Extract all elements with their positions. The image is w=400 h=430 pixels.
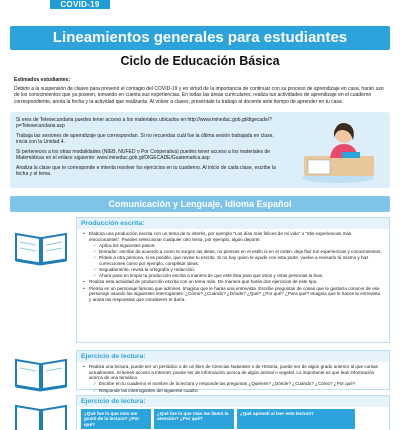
list-item: ✓ Responde las interrogantes del siguiente cuadro. — [93, 388, 383, 394]
card-body-reading-1 — [77, 362, 389, 396]
list-item: ✓ Seguidamente, revisa la ortografía y redacción. — [93, 267, 383, 273]
student-illustration — [298, 118, 380, 184]
card-reading-exercise-2 — [76, 395, 390, 430]
list-item: ✓ Ahora pasa en limpio tu producción escrita a manera de que esté lista para que otros y otras personas la lean. — [93, 273, 383, 279]
panel-text — [16, 117, 286, 181]
intro-label: Estimados estudiantes: — [14, 77, 71, 83]
intro-text: Debido a la suspensión de clases para prevenir el contagio del COVID-19 y en virtud de la importancia de continuar con su proceso de aprendizaje en casa, harán uso de los conocimientos que ya poseen, tomando en cuenta sus experiencias. En todas las áreas curriculares, realiza tus actividades de aprendizaje en el cuaderno correspondiente, anota la fecha y la actividad que realizarás. Al volver a clases, preséntale tu trabajo al docente ante tiempo de aprender en tu casa. — [14, 86, 384, 105]
question-table — [77, 409, 389, 429]
open-book-icon — [12, 398, 70, 430]
list-item: • Realiza esta actividad de producción escrita con un tema más. De manera que harás dos ejercicios de este tipo. — [83, 279, 383, 285]
list-item: ✓ Aplica los siguientes pasos: — [93, 243, 383, 249]
open-book-icon — [12, 352, 70, 392]
covid-tag: COVID-19 — [50, 0, 110, 9]
open-book-icon — [12, 226, 70, 266]
list-item: • Piensa en un personaje famoso que admires. Imagina que le harás una entrevista. Escribe preguntas de cosas que te gustaría conocer de ese personaje usando las siguientes interrogantes: ¿Cómo? ¿Cuándo? ¿Dónde? ¿Qué? ¿Por qué? ¿Para qué? Imagina que le haces la entrevista y anota las respuestas que consideres te daría. — [83, 286, 383, 303]
panel-paragraph-4: Analiza la clase que te corresponde e intenta resolver los ejercicios en tu cuaderno. Al inicio de cada clase, escribe la fecha y el tema. — [16, 164, 276, 177]
card-title-reading-2: Ejercicio de lectura: — [77, 396, 389, 407]
list-item: ✓ Pídele a otra persona, si es posible, que revise tu escrito. Si no hay quien te ayude con esta parte, vuelve a revisarlo tú mismo y haz correcciones como por ejemplo, completar ideas. — [93, 255, 383, 266]
panel-paragraph-2: Trabaja las sesiones de aprendizaje que correspondan. Si no recuerdas cuál fue la última sesión trabajada en clase, inicia con la Unidad 4. — [16, 132, 274, 146]
panel-paragraph-1: Si eres de Telesecundaria puedes tener acceso a los materiales ubicados en http://www.mineduc.gob.gt/digecade/?p=Telesecundaria.asp — [16, 117, 272, 130]
page-subtitle: Ciclo de Educación Básica — [120, 54, 280, 68]
table-header-cell: ¿Qué aprendí al leer este lectura? — [237, 409, 355, 429]
card-written-production — [76, 217, 390, 343]
card-reading-exercise-1 — [76, 350, 390, 393]
intro-block — [14, 77, 386, 105]
list-item: • Elabora una producción escrita con un tema de tu interés, por ejemplo "Los días más felices de mi vida" o "Mis experiencias más emocionantes". Puedes seleccionar cualquier otro tema, por ejemplo, algún deporte. — [83, 231, 383, 242]
panel-paragraph-3: Si perteneces a los otras modalidades (NIEB, NUFED o Por Cooperativa) puedes tener acceso a los materiales de Matemáticas en el enlace siguiente: www.mineduc.gob.gt/DIGECADE/Guatematica.asp — [16, 148, 271, 162]
section-band-language: Comunicación y Lenguaje, Idioma Español — [10, 196, 390, 212]
card-body-written-production — [77, 229, 389, 305]
page-title-banner: Lineamientos generales para estudiantes — [10, 26, 390, 50]
list-item: ✓ Borrador: escribe de acuerdo a como te surgen las ideas, no pienses en el estilo ni en el orden, deja fluir tus experiencias y conocimientos. — [93, 249, 383, 255]
list-item: • Realiza una lectura, puede ser un periódico o de un libro de Ciencias Naturales o de Historia, puede ser de algún grado anterior al que cursas actualmente. Si tienes acceso a Internet, puede ser de información acerca de algún animal o vegetal. Lo importante es que leas información acerca de una temática. — [83, 364, 383, 381]
list-item: ✓ Escribe en tu cuaderno el nombre de la lectura y responde las preguntas ¿Quiénes? ¿Dónde? ¿Cuándo? ¿Cómo? ¿Por qué? — [93, 381, 383, 387]
table-header-cell: ¿Qué fue lo que más me llamó la atención? ¿Por qué? — [154, 409, 234, 429]
card-title-reading-1: Ejercicio de lectura: — [77, 351, 389, 362]
card-title-written-production: Producción escrita: — [77, 218, 389, 229]
table-header-cell: ¿Qué fue lo que más me gustó de la lectura? ¿Por qué? — [81, 409, 151, 429]
info-panel — [10, 112, 390, 188]
